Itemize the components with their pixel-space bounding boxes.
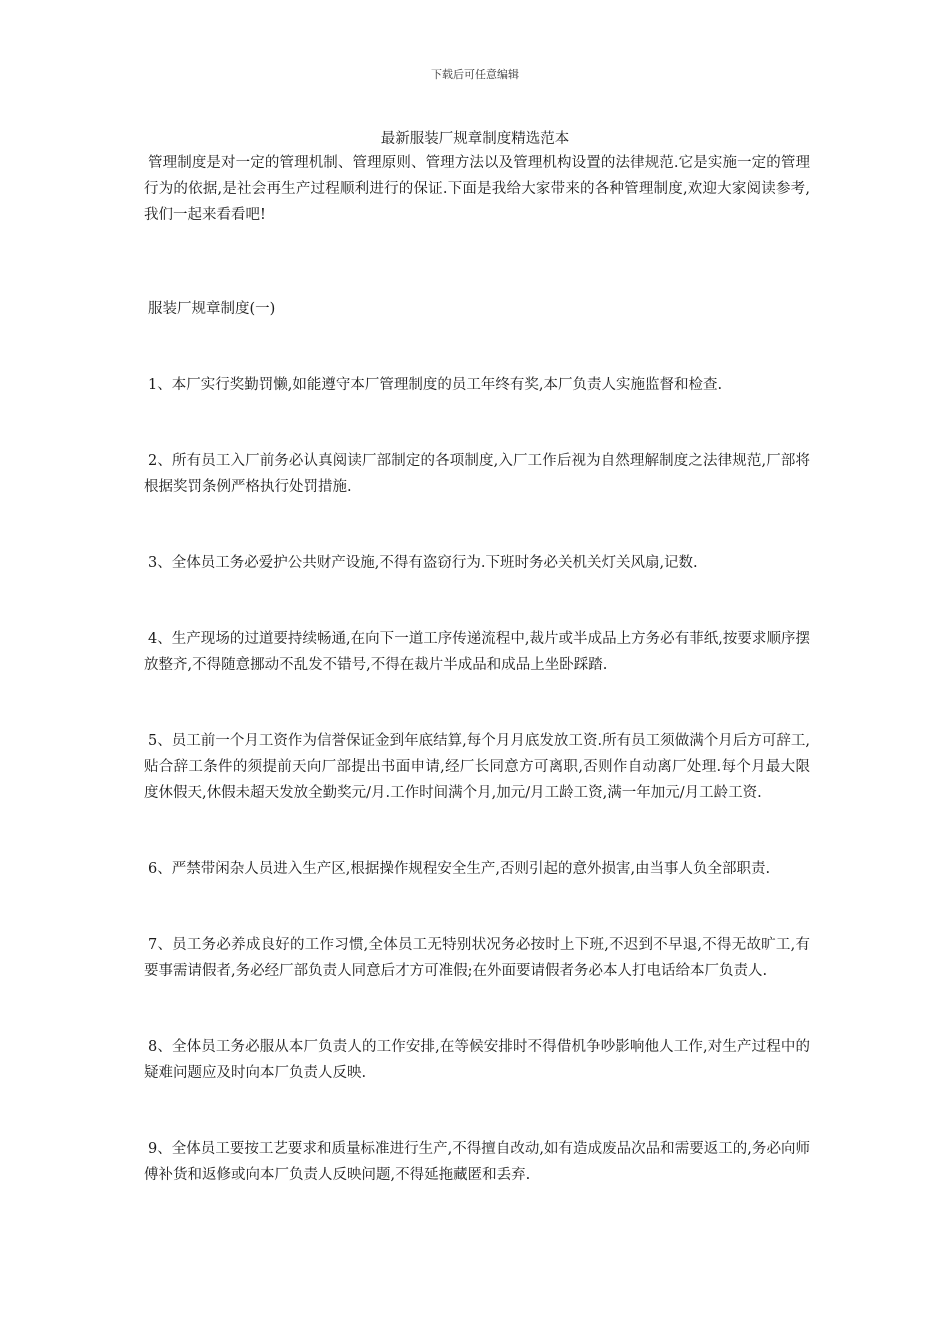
rule-item-4: 4、生产现场的过道要持续畅通,在向下一道工序传递流程中,裁片或半成品上方务必有菲纸,按要求顺序摆放整齐,不得随意挪动不乱发不错号,不得在裁片半成品和成品上坐卧踩踏. bbox=[144, 631, 810, 673]
rule-item-5: 5、员工前一个月工资作为信誉保证金到年底结算,每个月月底发放工资.所有员工须做满个月后方可辞工,贴合辞工条件的须提前天向厂部提出书面申请,经厂长同意方可离职,否则作自动离厂处理.每个月最大限度休假天,休假未超天发放全勤奖元/月.工作时间满个月,加元/月工龄工资,满一年加元/月工龄工资. bbox=[144, 733, 810, 801]
document-body bbox=[144, 150, 810, 1238]
rule-item-1: 1、本厂实行奖勤罚懒,如能遵守本厂管理制度的员工年终有奖,本厂负责人实施监督和检查. bbox=[148, 377, 723, 393]
section-heading: 服装厂规章制度(一) bbox=[148, 301, 276, 317]
rule-item-6: 6、严禁带闲杂人员进入生产区,根据操作规程安全生产,否则引起的意外损害,由当事人负全部职责. bbox=[148, 861, 771, 877]
rule-item-3: 3、全体员工务必爱护公共财产设施,不得有盗窃行为.下班时务必关机关灯关风扇,记数. bbox=[148, 555, 698, 571]
header-note: 下载后可任意编辑 bbox=[431, 68, 519, 81]
rule-item-2: 2、所有员工入厂前务必认真阅读厂部制定的各项制度,入厂工作后视为自然理解制度之法律规范,厂部将根据奖罚条例严格执行处罚措施. bbox=[144, 453, 810, 495]
rule-item-9: 9、全体员工要按工艺要求和质量标准进行生产,不得擅自改动,如有造成废品次品和需要返工的,务必向师傅补货和返修或向本厂负责人反映问题,不得延拖藏匿和丢弃. bbox=[144, 1141, 810, 1183]
intro-paragraph: 管理制度是对一定的管理机制、管理原则、管理方法以及管理机构设置的法律规范.它是实施一定的管理行为的依据,是社会再生产过程顺利进行的保证.下面是我给大家带来的各种管理制度,欢迎大家阅读参考,我们一起来看看吧! bbox=[144, 155, 810, 223]
rule-item-8: 8、全体员工务必服从本厂负责人的工作安排,在等候安排时不得借机争吵影响他人工作,对生产过程中的疑难问题应及时向本厂负责人反映. bbox=[144, 1039, 810, 1081]
document-title: 最新服装厂规章制度精选范本 bbox=[380, 131, 570, 147]
rule-item-7: 7、员工务必养成良好的工作习惯,全体员工无特别状况务必按时上下班,不迟到不早退,不得无故旷工,有要事需请假者,务必经厂部负责人同意后才方可准假;在外面要请假者务必本人打电话给本厂负责人. bbox=[144, 937, 810, 979]
